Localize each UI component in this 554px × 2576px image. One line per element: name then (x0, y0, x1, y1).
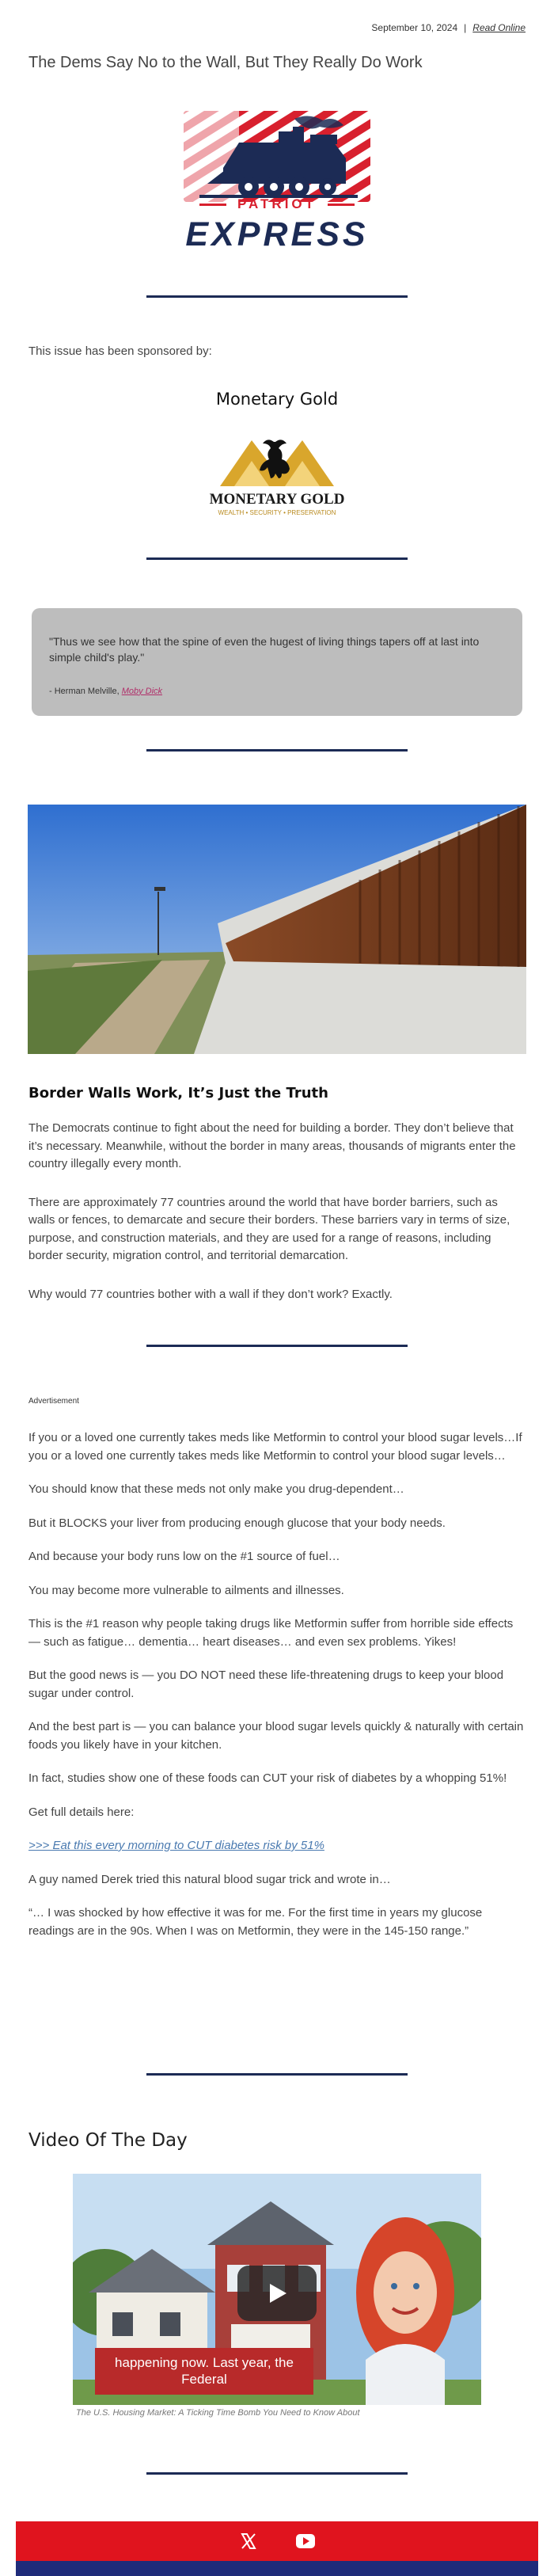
footer-bottom-bar (16, 2561, 538, 2576)
ad-paragraph: You may become more vulnerable to ailments and illnesses. (28, 1583, 344, 1597)
video-caption: The U.S. Housing Market: A Ticking Time Bomb You Need to Know About (76, 2408, 360, 2418)
svg-text:PATRIOT: PATRIOT (237, 196, 317, 211)
section-divider (146, 2472, 408, 2475)
article-paragraph: There are approximately 77 countries around the world that have border barriers, such as walls or fences, to demarcate and secure their borders. These barriers vary in terms of size, purpose, and construction materials, and they are used for a range of reasons, including border security, migration control, and territorial demarcation. (28, 1195, 510, 1262)
issue-date: September 10, 2024 (371, 22, 458, 33)
article-title: Border Walls Work, It’s Just the Truth (28, 1085, 328, 1102)
mg-logo-tagline: WEALTH • SECURITY • PRESERVATION (218, 509, 336, 516)
ad-link-paragraph (28, 1837, 526, 1855)
quote-author: - Herman Melville, (49, 686, 120, 696)
x-social-link[interactable] (238, 2531, 259, 2551)
email-headline: The Dems Say No to the Wall, But They Really Do Work (28, 54, 423, 71)
section-divider (146, 557, 408, 560)
ad-paragraph: And the best part is — you can balance your blood sugar levels quickly & naturally with certain foods you likely have in your kitchen. (28, 1720, 524, 1752)
ad-paragraph: But the good news is — you DO NOT need these life-threatening drugs to keep your blood sugar under control. (28, 1669, 504, 1700)
quote-box (32, 608, 522, 716)
logo-wordmark-2: EXPRESS (185, 215, 369, 253)
ad-paragraph: This is the #1 reason why people taking drugs like Metformin suffer from horrible side effects — such as fatigue… dementia… heart diseases… and even sex problems. Yikes! (28, 1617, 514, 1649)
article-paragraph: Why would 77 countries bother with a wall if they don’t work? Exactly. (28, 1287, 393, 1301)
separator: | (464, 22, 467, 33)
article-body (28, 1120, 526, 1324)
ad-testimonial: “… I was shocked by how effective it was for me. For the first time in years my glucose readings are in the 90s. When I was on Metformin, they were in the 145-150 range.” (28, 1906, 483, 1938)
monetary-gold-logo[interactable] (198, 434, 356, 521)
section-divider (146, 749, 408, 751)
youtube-social-link[interactable] (295, 2531, 316, 2551)
youtube-icon (296, 2534, 315, 2548)
sponsor-name: Monetary Gold (215, 390, 339, 409)
video-section-title: Video Of The Day (28, 2130, 188, 2151)
border-wall-image (28, 805, 526, 1054)
section-divider (146, 2073, 408, 2076)
quote-text: "Thus we see how that the spine of even the hugest of living things tapers off at last into simple child's play." (49, 635, 480, 664)
footer-social-bar (16, 2521, 538, 2561)
sponsor-intro: This issue has been sponsored by: (28, 344, 212, 358)
ad-paragraph: You should know that these meds not only make you drug-dependent… (28, 1482, 404, 1496)
ad-paragraph: In fact, studies show one of these foods can CUT your risk of diabetes by a whopping 51%! (28, 1771, 507, 1785)
ad-paragraph: And because your body runs low on the #1 source of fuel… (28, 1550, 340, 1563)
ad-paragraph: A guy named Derek tried this natural blood sugar trick and wrote in… (28, 1872, 391, 1886)
play-button[interactable] (237, 2266, 317, 2321)
bull-mountain-icon (220, 439, 334, 486)
quote-attribution (49, 687, 505, 696)
advertisement-body (28, 1429, 526, 1956)
section-divider (146, 1345, 408, 1347)
advertisement-label: Advertisement (28, 1397, 79, 1406)
ad-paragraph: Get full details here: (28, 1805, 135, 1819)
read-online-link[interactable]: Read Online (472, 22, 526, 33)
section-divider (146, 295, 408, 298)
ad-paragraph: But it BLOCKS your liver from producing enough glucose that your body needs. (28, 1516, 446, 1530)
video-thumbnail[interactable] (73, 2174, 481, 2405)
top-bar (371, 22, 526, 33)
x-icon (240, 2532, 257, 2550)
ad-paragraph: If you or a loved one currently takes meds like Metformin to control your blood sugar levels…If you or a loved one currently takes meds like Metformin to control your blood sugar levels… (28, 1431, 522, 1463)
play-icon (265, 2281, 289, 2305)
quote-book-link[interactable]: Moby Dick (121, 686, 163, 696)
mg-logo-title: MONETARY GOLD (209, 491, 345, 508)
video-overlay-caption: happening now. Last year, the Federal (95, 2348, 313, 2395)
ad-offer-link[interactable]: >>> Eat this every morning to CUT diabetes risk by 51% (28, 1839, 324, 1852)
patriot-express-logo (184, 111, 370, 253)
article-paragraph: The Democrats continue to fight about the need for building a border. They don’t believe that it’s necessary. Meanwhile, without the border in many areas, thousands of migrants enter the country illegally every month. (28, 1121, 516, 1170)
